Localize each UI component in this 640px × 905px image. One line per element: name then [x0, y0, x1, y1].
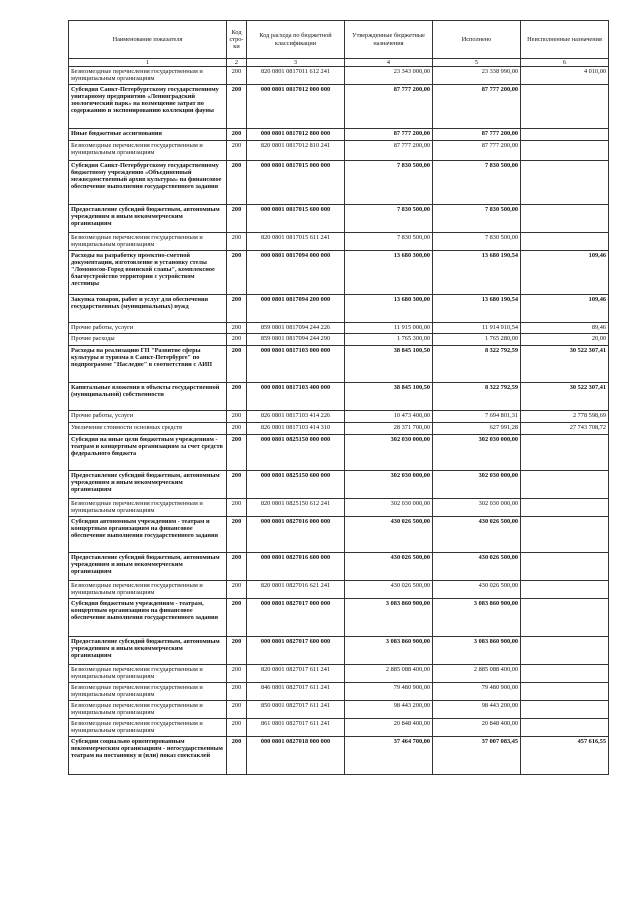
approved-amount: 13 680 300,00	[345, 294, 433, 322]
budget-code: 846 0801 0827017 611 241	[247, 682, 345, 700]
column-number: 1	[69, 59, 227, 67]
budget-code: 820 0801 0817011 612 241	[247, 67, 345, 84]
line-code: 200	[227, 333, 247, 345]
executed-amount: 13 680 190,54	[433, 250, 521, 294]
budget-report-page	[68, 20, 608, 775]
approved-amount: 79 480 900,00	[345, 682, 433, 700]
indicator-name: Безвозмездные перечисления государственным и муниципальным организациям	[69, 232, 227, 250]
line-code: 200	[227, 598, 247, 636]
indicator-name: Увеличение стоимости основных средств	[69, 422, 227, 434]
unexecuted-amount	[521, 160, 609, 204]
table-row	[69, 470, 609, 498]
indicator-name: Прочие работы, услуги	[69, 410, 227, 422]
unexecuted-amount	[521, 636, 609, 664]
budget-code: 000 0801 0827016 600 000	[247, 552, 345, 580]
table-row	[69, 580, 609, 598]
unexecuted-amount	[521, 664, 609, 682]
approved-amount: 7 830 500,00	[345, 160, 433, 204]
approved-amount: 37 464 700,00	[345, 736, 433, 774]
budget-code: 820 0801 0817012 810 241	[247, 140, 345, 160]
line-code: 200	[227, 140, 247, 160]
executed-amount: 430 026 500,00	[433, 580, 521, 598]
indicator-name: Безвозмездные перечисления государственным и муниципальным организациям	[69, 718, 227, 736]
unexecuted-amount	[521, 140, 609, 160]
budget-code: 820 0801 0825150 612 241	[247, 498, 345, 516]
line-code: 200	[227, 700, 247, 718]
column-number: 4	[345, 59, 433, 67]
approved-amount: 38 845 100,50	[345, 345, 433, 382]
budget-code: 820 0801 0827016 621 241	[247, 580, 345, 598]
line-code: 200	[227, 160, 247, 204]
budget-code: 000 0801 0817015 600 000	[247, 204, 345, 232]
executed-amount: 8 322 792,59	[433, 382, 521, 410]
unexecuted-amount: 109,46	[521, 294, 609, 322]
executed-amount: 87 777 200,00	[433, 128, 521, 140]
table-row	[69, 382, 609, 410]
unexecuted-amount	[521, 718, 609, 736]
table-row	[69, 204, 609, 232]
table-row	[69, 232, 609, 250]
executed-amount: 23 338 990,00	[433, 67, 521, 84]
table-row	[69, 140, 609, 160]
budget-code: 820 0801 0817015 611 241	[247, 232, 345, 250]
line-code: 200	[227, 250, 247, 294]
line-code: 200	[227, 422, 247, 434]
table-row	[69, 682, 609, 700]
indicator-name: Субсидия бюджетным учреждениям - театрам, концертным организациям на финансовое обеспечение выполнения государственного задания	[69, 598, 227, 636]
approved-amount: 10 473 400,00	[345, 410, 433, 422]
unexecuted-amount	[521, 516, 609, 552]
approved-amount: 302 030 000,00	[345, 498, 433, 516]
budget-code: 850 0801 0827017 611 241	[247, 700, 345, 718]
line-code: 200	[227, 232, 247, 250]
executed-amount: 430 026 500,00	[433, 552, 521, 580]
line-code: 200	[227, 294, 247, 322]
line-code: 200	[227, 84, 247, 128]
indicator-name: Расходы на реализацию ГП "Развитие сферы культуры и туризма в Санкт-Петербурге" по подпрограмме "Наследие" в соответствии с АИП	[69, 345, 227, 382]
budget-code: 000 0801 0817103 000 000	[247, 345, 345, 382]
unexecuted-amount: 109,46	[521, 250, 609, 294]
table-row	[69, 128, 609, 140]
line-code: 200	[227, 128, 247, 140]
indicator-name: Субсидия Санкт-Петербургскому государственному унитарному предприятию «Ленинградский зоологический парк» на возмещение затрат по содержанию и экспонированию коллекции фауны	[69, 84, 227, 128]
indicator-name: Безвозмездные перечисления государственным и муниципальным организациям	[69, 700, 227, 718]
executed-amount: 3 083 860 900,00	[433, 636, 521, 664]
indicator-name: Предоставление субсидий бюджетным, автономным учреждениям и иным некоммерческим организациям	[69, 552, 227, 580]
executed-amount: 79 480 900,00	[433, 682, 521, 700]
executed-amount: 11 914 910,54	[433, 322, 521, 333]
approved-amount: 87 777 200,00	[345, 84, 433, 128]
table-row	[69, 160, 609, 204]
column-number: 6	[521, 59, 609, 67]
column-number: 2	[227, 59, 247, 67]
approved-amount: 38 845 100,50	[345, 382, 433, 410]
executed-amount: 8 322 792,59	[433, 345, 521, 382]
budget-code: 826 0801 0817103 414 310	[247, 422, 345, 434]
table-row	[69, 700, 609, 718]
approved-amount: 3 083 860 900,00	[345, 598, 433, 636]
unexecuted-amount	[521, 470, 609, 498]
indicator-name: Безвозмездные перечисления государственным и муниципальным организациям	[69, 682, 227, 700]
table-row	[69, 516, 609, 552]
executed-amount: 7 694 801,31	[433, 410, 521, 422]
table-row	[69, 636, 609, 664]
approved-amount: 302 030 000,00	[345, 434, 433, 470]
budget-code: 000 0801 0817094 200 000	[247, 294, 345, 322]
approved-amount: 28 371 700,00	[345, 422, 433, 434]
column-number: 3	[247, 59, 345, 67]
indicator-name: Безвозмездные перечисления государственным и муниципальным организациям	[69, 140, 227, 160]
approved-amount: 302 030 000,00	[345, 470, 433, 498]
budget-code: 859 0801 0817094 244 226	[247, 322, 345, 333]
indicator-name: Безвозмездные перечисления государственным и муниципальным организациям	[69, 580, 227, 598]
executed-amount: 302 030 000,00	[433, 498, 521, 516]
budget-code: 000 0801 0817012 800 000	[247, 128, 345, 140]
budget-execution-table	[68, 20, 609, 775]
executed-amount: 20 848 400,00	[433, 718, 521, 736]
table-row	[69, 84, 609, 128]
approved-amount: 430 026 500,00	[345, 516, 433, 552]
indicator-name: Иные бюджетные ассигнования	[69, 128, 227, 140]
executed-amount: 627 991,28	[433, 422, 521, 434]
unexecuted-amount	[521, 128, 609, 140]
budget-code: 861 0801 0827017 611 241	[247, 718, 345, 736]
approved-amount: 2 885 088 400,00	[345, 664, 433, 682]
unexecuted-amount: 457 616,55	[521, 736, 609, 774]
header-budget-code: Код расхода по бюджетной классификации	[247, 21, 345, 59]
table-row	[69, 67, 609, 84]
budget-code: 000 0801 0817094 000 000	[247, 250, 345, 294]
table-row	[69, 718, 609, 736]
executed-amount: 430 026 500,00	[433, 516, 521, 552]
unexecuted-amount	[521, 682, 609, 700]
header-row	[69, 21, 609, 59]
table-row	[69, 294, 609, 322]
approved-amount: 23 343 000,00	[345, 67, 433, 84]
unexecuted-amount: 30 522 307,41	[521, 345, 609, 382]
indicator-name: Предоставление субсидий бюджетным, автономным учреждениям и иным некоммерческим организациям	[69, 204, 227, 232]
header-approved: Утвержденные бюджетные назначения	[345, 21, 433, 59]
line-code: 200	[227, 664, 247, 682]
unexecuted-amount	[521, 580, 609, 598]
line-code: 200	[227, 580, 247, 598]
executed-amount: 7 830 500,00	[433, 232, 521, 250]
executed-amount: 7 830 500,00	[433, 160, 521, 204]
approved-amount: 87 777 200,00	[345, 140, 433, 160]
line-code: 200	[227, 382, 247, 410]
budget-code: 000 0801 0825150 000 000	[247, 434, 345, 470]
executed-amount: 3 083 860 900,00	[433, 598, 521, 636]
indicator-name: Предоставление субсидий бюджетным, автономным учреждениям и иным некоммерческим организациям	[69, 470, 227, 498]
line-code: 200	[227, 516, 247, 552]
unexecuted-amount	[521, 232, 609, 250]
unexecuted-amount: 27 743 708,72	[521, 422, 609, 434]
table-row	[69, 410, 609, 422]
line-code: 200	[227, 736, 247, 774]
unexecuted-amount	[521, 84, 609, 128]
budget-code: 000 0801 0817015 000 000	[247, 160, 345, 204]
unexecuted-amount: 2 778 598,69	[521, 410, 609, 422]
indicator-name: Прочие работы, услуги	[69, 322, 227, 333]
table-row	[69, 598, 609, 636]
approved-amount: 13 680 300,00	[345, 250, 433, 294]
budget-code: 826 0801 0817103 414 226	[247, 410, 345, 422]
table-row	[69, 250, 609, 294]
indicator-name: Субсидия Санкт-Петербургскому государственному бюджетному учреждению «Объединенный межведомственный архив культуры» на финансовое обеспечение выполнения государственного задания	[69, 160, 227, 204]
unexecuted-amount	[521, 434, 609, 470]
table-row	[69, 498, 609, 516]
unexecuted-amount: 89,46	[521, 322, 609, 333]
line-code: 200	[227, 345, 247, 382]
approved-amount: 430 026 500,00	[345, 580, 433, 598]
indicator-name: Предоставление субсидий бюджетным, автономным учреждениям и иным некоммерческим организациям	[69, 636, 227, 664]
unexecuted-amount	[521, 204, 609, 232]
column-number: 5	[433, 59, 521, 67]
line-code: 200	[227, 552, 247, 580]
table-row	[69, 552, 609, 580]
unexecuted-amount	[521, 498, 609, 516]
budget-code: 820 0801 0827017 611 241	[247, 664, 345, 682]
executed-amount: 302 030 000,00	[433, 470, 521, 498]
approved-amount: 20 848 400,00	[345, 718, 433, 736]
indicator-name: Безвозмездные перечисления государственным и муниципальным организациям	[69, 664, 227, 682]
unexecuted-amount	[521, 552, 609, 580]
budget-code: 000 0801 0817012 000 000	[247, 84, 345, 128]
executed-amount: 87 777 200,00	[433, 140, 521, 160]
unexecuted-amount: 20,00	[521, 333, 609, 345]
indicator-name: Капитальные вложения в объекты государственной (муниципальной) собственности	[69, 382, 227, 410]
approved-amount: 7 830 500,00	[345, 232, 433, 250]
indicator-name: Закупка товаров, работ и услуг для обеспечения государственных (муниципальных) нужд	[69, 294, 227, 322]
budget-code: 000 0801 0827018 000 000	[247, 736, 345, 774]
header-unexecuted: Неисполненные назначения	[521, 21, 609, 59]
unexecuted-amount: 30 522 307,41	[521, 382, 609, 410]
line-code: 200	[227, 434, 247, 470]
unexecuted-amount	[521, 598, 609, 636]
budget-code: 000 0801 0817103 400 000	[247, 382, 345, 410]
indicator-name: Расходы на разработку проектно-сметной документации, изготовление и установку стелы "Ломоносов-Город воинской славы", комплексное благоустройство территории с устройством лестницы	[69, 250, 227, 294]
executed-amount: 98 443 200,00	[433, 700, 521, 718]
line-code: 200	[227, 470, 247, 498]
table-row	[69, 434, 609, 470]
executed-amount: 87 777 200,00	[433, 84, 521, 128]
approved-amount: 1 765 300,00	[345, 333, 433, 345]
table-row	[69, 736, 609, 774]
header-indicator-name: Наименование показателя	[69, 21, 227, 59]
approved-amount: 430 026 500,00	[345, 552, 433, 580]
line-code: 200	[227, 718, 247, 736]
approved-amount: 11 915 000,00	[345, 322, 433, 333]
table-body	[69, 67, 609, 774]
indicator-name: Прочие расходы	[69, 333, 227, 345]
line-code: 200	[227, 410, 247, 422]
line-code: 200	[227, 636, 247, 664]
executed-amount: 37 007 083,45	[433, 736, 521, 774]
table-row	[69, 664, 609, 682]
executed-amount: 7 830 500,00	[433, 204, 521, 232]
executed-amount: 2 885 088 400,00	[433, 664, 521, 682]
line-code: 200	[227, 204, 247, 232]
indicator-name: Субсидии социально ориентированным некоммерческим организациям - негосударственным театрам на постановку и (или) показ спектаклей	[69, 736, 227, 774]
table-row	[69, 322, 609, 333]
indicator-name: Субсидия автономным учреждениям - театрам и концертным организациям на финансовое обеспечение выполнения государственного задания	[69, 516, 227, 552]
table-row	[69, 422, 609, 434]
approved-amount: 7 830 500,00	[345, 204, 433, 232]
indicator-name: Безвозмездные перечисления государственным и муниципальным организациям	[69, 498, 227, 516]
line-code: 200	[227, 498, 247, 516]
column-number-row	[69, 59, 609, 67]
unexecuted-amount: 4 010,00	[521, 67, 609, 84]
line-code: 200	[227, 322, 247, 333]
header-line-code: Код стро-ки	[227, 21, 247, 59]
budget-code: 000 0801 0827017 600 000	[247, 636, 345, 664]
approved-amount: 3 083 860 900,00	[345, 636, 433, 664]
table-row	[69, 345, 609, 382]
header-executed: Исполнено	[433, 21, 521, 59]
approved-amount: 87 777 200,00	[345, 128, 433, 140]
budget-code: 000 0801 0825150 600 000	[247, 470, 345, 498]
line-code: 200	[227, 67, 247, 84]
line-code: 200	[227, 682, 247, 700]
executed-amount: 302 030 000,00	[433, 434, 521, 470]
executed-amount: 13 680 190,54	[433, 294, 521, 322]
unexecuted-amount	[521, 700, 609, 718]
indicator-name: Субсидия на иные цели бюджетным учреждениям - театрам и концертным организациям за счет средств федерального бюджета	[69, 434, 227, 470]
budget-code: 859 0801 0817094 244 290	[247, 333, 345, 345]
budget-code: 000 0801 0827017 000 000	[247, 598, 345, 636]
approved-amount: 98 443 200,00	[345, 700, 433, 718]
executed-amount: 1 765 280,00	[433, 333, 521, 345]
budget-code: 000 0801 0827016 000 000	[247, 516, 345, 552]
table-row	[69, 333, 609, 345]
indicator-name: Безвозмездные перечисления государственным и муниципальным организациям	[69, 67, 227, 84]
